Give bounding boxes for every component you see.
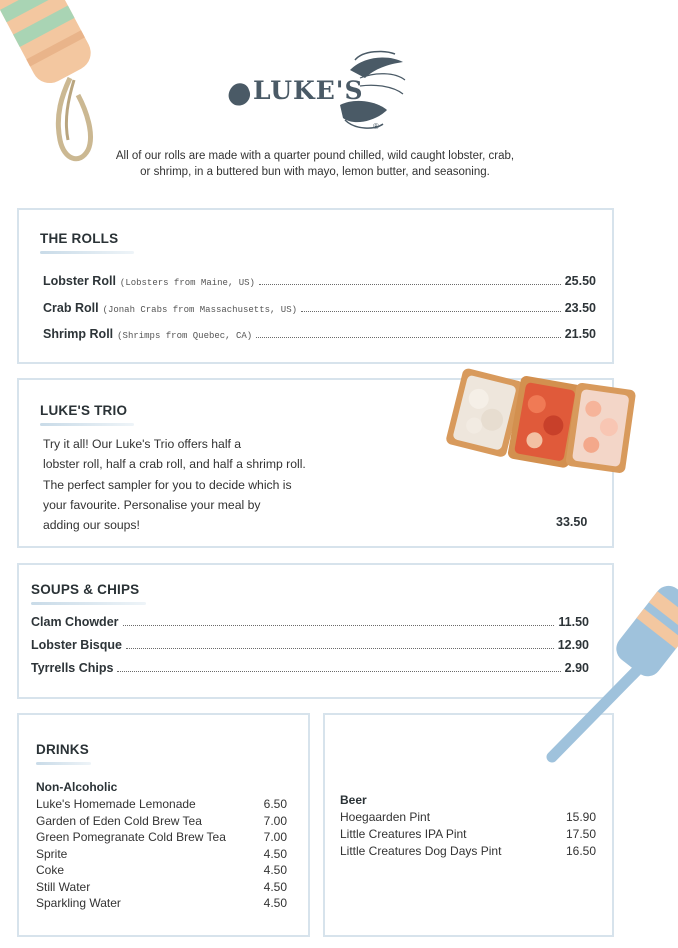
drink-name: Still Water xyxy=(36,880,91,894)
menu-item-lobster-bisque xyxy=(31,638,589,652)
item-price: 25.50 xyxy=(564,274,596,288)
dot-leader xyxy=(301,311,561,312)
beer-label: Beer xyxy=(340,793,367,807)
menu-item-clam-chowder xyxy=(31,615,589,629)
drink-price: 4.50 xyxy=(263,880,287,894)
drink-name: Sprite xyxy=(36,847,68,861)
trio-description xyxy=(43,434,306,535)
item-name: Crab Roll xyxy=(43,301,99,315)
trio-price: 33.50 xyxy=(556,515,588,529)
menu-item-shrimp-roll xyxy=(43,327,596,341)
dot-leader xyxy=(259,284,561,285)
drink-price: 4.50 xyxy=(263,896,287,910)
drink-name: Sparkling Water xyxy=(36,896,121,910)
drink-price: 4.50 xyxy=(263,847,287,861)
dot-leader xyxy=(126,648,554,649)
non-alcoholic-label: Non-Alcoholic xyxy=(36,780,118,794)
dot-leader xyxy=(256,337,561,338)
menu-item-tyrrells-chips xyxy=(31,661,589,675)
drink-name: Little Creatures IPA Pint xyxy=(340,827,467,841)
intro-line-1: All of our rolls are made with a quarter pound chilled, wild caught lobster, crab, xyxy=(115,150,515,162)
item-origin: (Jonah Crabs from Massachusetts, US) xyxy=(102,305,297,315)
buoy-icon xyxy=(530,585,678,770)
drinks-title-underline xyxy=(36,762,91,765)
drink-item xyxy=(36,880,287,894)
item-name: Shrimp Roll xyxy=(43,327,114,341)
brand-logo-text: LUKE'S xyxy=(253,76,364,105)
trio-rolls-image xyxy=(446,366,636,481)
item-origin: (Shrimps from Quebec, CA) xyxy=(117,331,253,341)
item-origin: (Lobsters from Maine, US) xyxy=(119,278,255,288)
buoy-icon xyxy=(0,0,110,170)
drink-name: Luke's Homemade Lemonade xyxy=(36,797,196,811)
drink-item xyxy=(340,827,596,841)
item-name: Tyrrells Chips xyxy=(31,661,114,675)
item-price: 2.90 xyxy=(564,661,589,675)
rolls-title: THE ROLLS xyxy=(40,231,119,246)
drink-name: Little Creatures Dog Days Pint xyxy=(340,844,502,858)
item-price: 12.90 xyxy=(557,638,589,652)
drink-name: Hoegaarden Pint xyxy=(340,810,431,824)
drink-price: 6.50 xyxy=(263,797,287,811)
item-price: 11.50 xyxy=(558,615,589,629)
dot-leader xyxy=(123,625,555,626)
drink-price: 15.90 xyxy=(565,810,596,824)
drink-price: 7.00 xyxy=(263,830,287,844)
item-name: Lobster Roll xyxy=(43,274,116,288)
item-price: 23.50 xyxy=(564,301,596,315)
drink-price: 16.50 xyxy=(565,844,596,858)
trio-line-4: your favourite. Personalise your meal by xyxy=(43,497,261,512)
item-name: Lobster Bisque xyxy=(31,638,122,652)
drink-name: Coke xyxy=(36,863,65,877)
drink-item xyxy=(36,896,287,910)
trio-title-underline xyxy=(40,423,134,426)
drink-item xyxy=(36,830,287,844)
drink-name: Garden of Eden Cold Brew Tea xyxy=(36,814,202,828)
drink-item xyxy=(340,810,596,824)
drink-item xyxy=(36,814,287,828)
trio-line-1: Try it all! Our Luke's Trio offers half a xyxy=(43,437,242,451)
menu-item-crab-roll xyxy=(43,301,596,315)
drink-item xyxy=(36,847,287,861)
drink-item xyxy=(36,863,287,877)
intro-line-2: or shrimp, in a buttered bun with mayo, lemon butter, and seasoning. xyxy=(140,166,490,178)
drink-item xyxy=(36,797,287,811)
soups-title-underline xyxy=(31,602,146,605)
rolls-title-underline xyxy=(40,251,134,254)
drink-item xyxy=(340,844,596,858)
menu-item-lobster-roll xyxy=(43,274,596,288)
dot-leader xyxy=(117,671,560,672)
drink-name: Green Pomegranate Cold Brew Tea xyxy=(36,830,226,844)
drink-price: 17.50 xyxy=(565,827,596,841)
trio-title: LUKE'S TRIO xyxy=(40,403,128,418)
item-price: 21.50 xyxy=(564,327,596,341)
item-name: Clam Chowder xyxy=(31,615,119,629)
trio-line-3: The perfect sampler for you to decide which is xyxy=(43,477,292,492)
trio-line-5: adding our soups! xyxy=(43,518,140,533)
trio-line-2: lobster roll, half a crab roll, and half a shrimp roll. xyxy=(43,457,306,472)
drink-price: 7.00 xyxy=(263,814,287,828)
drinks-title: DRINKS xyxy=(36,742,89,757)
soups-title: SOUPS & CHIPS xyxy=(31,582,140,597)
brand-registered: ® xyxy=(373,122,379,131)
drink-price: 4.50 xyxy=(263,863,287,877)
